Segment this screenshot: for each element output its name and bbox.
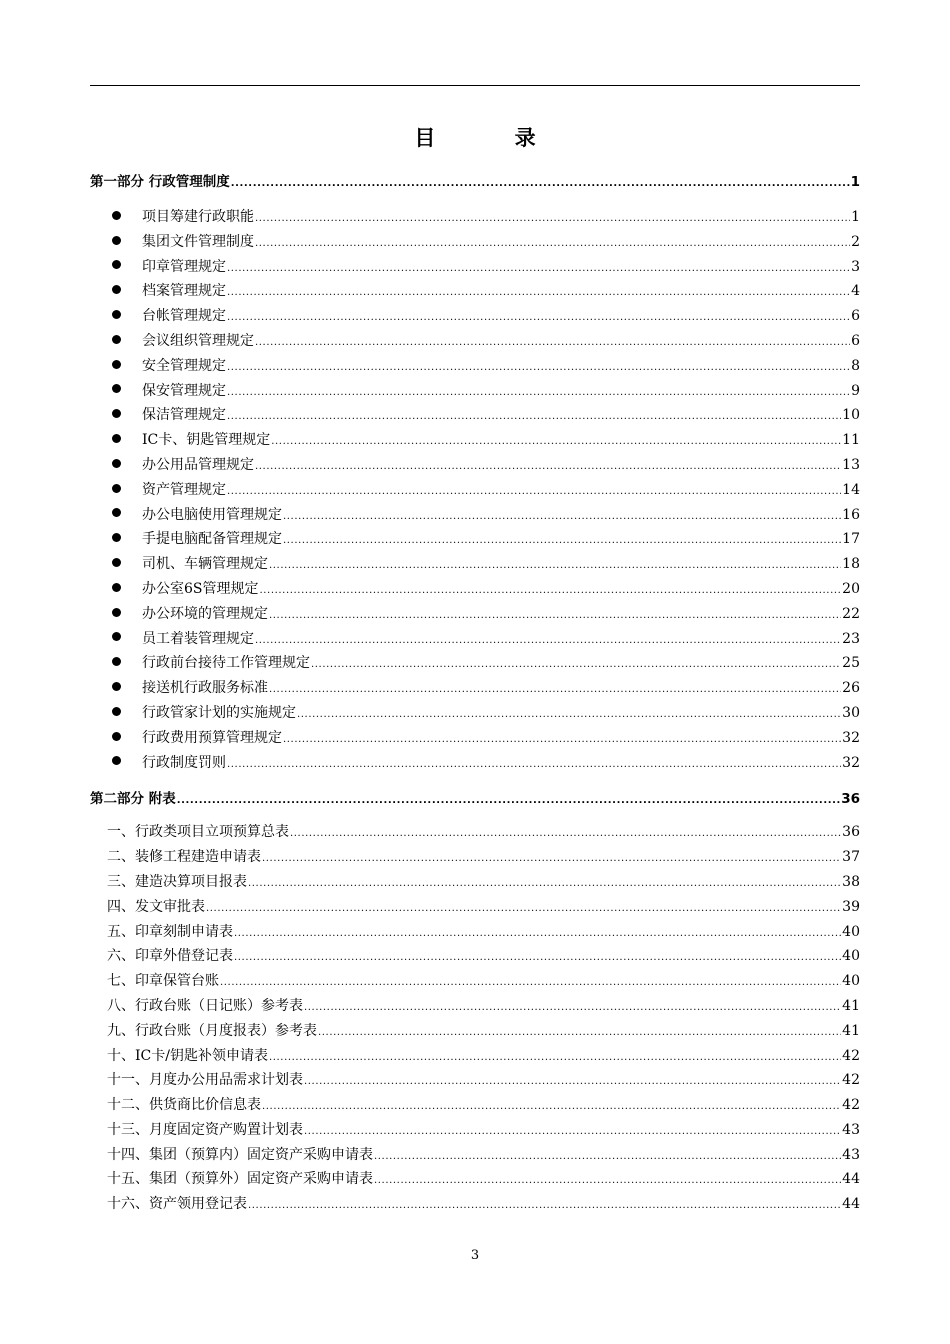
toc-entry[interactable] [90,255,860,280]
dot-leader [231,170,850,198]
toc-entry-label: IC卡、钥匙管理规定 [142,432,271,449]
dot-leader [374,1145,841,1170]
toc-page-number: 43 [842,1121,860,1138]
toc-entry[interactable] [90,920,860,945]
toc-entry[interactable] [90,1019,860,1044]
toc-entry[interactable] [90,1192,860,1217]
toc-page-number: 40 [842,923,860,940]
bullet-icon [112,285,121,294]
dot-leader [234,946,841,971]
toc-entry-label: 项目筹建行政职能 [142,209,254,225]
toc-entry[interactable] [90,503,860,528]
toc-entry-label: 台帐管理规定 [142,308,226,325]
dot-leader [255,232,850,257]
toc-page-number: 41 [842,997,860,1014]
toc-part-1[interactable] [90,168,860,196]
toc-entry-label: 印章管理规定 [142,258,226,275]
toc-page-number: 6 [851,308,860,325]
toc-entry-label: 九、行政台账（月度报表）参考表 [107,1022,317,1039]
table-of-contents [90,168,860,1217]
dot-leader [374,1169,841,1194]
dot-leader [227,753,841,778]
dot-leader [271,430,841,455]
dot-leader [255,629,841,654]
toc-entry[interactable] [90,1044,860,1069]
toc-page-number: 38 [842,873,860,890]
toc-page-number: 20 [842,580,860,597]
toc-page-number: 1 [850,174,860,190]
toc-entry[interactable] [90,1068,860,1093]
toc-entry-label: 十六、资产领用登记表 [107,1196,247,1213]
toc-part-2[interactable] [90,785,860,813]
toc-entry-label: 行政费用预算管理规定 [142,729,282,746]
dot-leader [227,480,841,505]
toc-page-number: 13 [842,456,860,473]
toc-part-label: 第二部分 附表 [90,791,176,808]
toc-entry[interactable] [90,895,860,920]
toc-page-number: 39 [842,898,860,915]
toc-entry-label: 保安管理规定 [142,382,226,399]
toc-entry[interactable] [90,527,860,552]
toc-page-number: 36 [842,824,860,841]
toc-entry[interactable] [90,1118,860,1143]
toc-page-number: 16 [842,506,860,523]
toc-page-number: 32 [842,729,860,746]
toc-page-number: 11 [842,432,860,449]
toc-entry-label: 会议组织管理规定 [142,332,254,349]
dot-leader [304,1070,841,1095]
toc-entry-label: 十、IC卡/钥匙补领申请表 [107,1047,268,1064]
page-title: 目 录 [414,126,572,150]
dot-leader [304,1120,841,1145]
toc-page-number: 17 [842,531,860,548]
toc-page-number: 40 [842,973,860,990]
toc-entry-label: 资产管理规定 [142,481,226,498]
toc-entry[interactable] [90,870,860,895]
toc-page-number: 40 [842,948,860,965]
toc-entry[interactable] [90,279,860,304]
toc-page-number: 18 [842,556,860,573]
bullet-icon [112,558,121,567]
toc-entry[interactable] [90,379,860,404]
toc-entry-label: 办公室6S管理规定 [142,580,259,597]
bullet-icon [112,384,121,393]
toc-entry[interactable] [90,627,860,652]
toc-entry[interactable] [90,845,860,870]
toc-part-label: 第一部分 行政管理制度 [90,174,230,190]
toc-entry-label: 十一、月度办公用品需求计划表 [107,1072,303,1089]
toc-page-number: 9 [851,382,860,399]
dot-leader [227,356,850,381]
dot-leader [269,1046,841,1071]
dot-leader [283,505,841,530]
dot-leader [248,1194,841,1219]
toc-page-number: 32 [842,754,860,771]
toc-entry-label: 六、印章外借登记表 [107,948,233,965]
toc-page-number: 4 [851,283,860,300]
toc-page-number: 42 [842,1047,860,1064]
dot-leader [318,1021,841,1046]
toc-entry-label: 一、行政类项目立项预算总表 [107,824,289,841]
toc-page-number: 44 [842,1171,860,1188]
toc-entry[interactable] [90,230,860,255]
bullet-icon [112,682,121,691]
toc-entry[interactable] [90,701,860,726]
dot-leader [227,257,850,282]
toc-entry-label: 办公用品管理规定 [142,456,254,473]
dot-leader [177,787,841,815]
bullet-icon [112,236,121,245]
toc-entry-label: 五、印章刻制申请表 [107,923,233,940]
toc-entry-label: 行政前台接待工作管理规定 [142,655,310,672]
bullet-icon [112,732,121,741]
toc-entry[interactable] [90,651,860,676]
dot-leader [269,678,841,703]
toc-entry-label: 三、建造决算项目报表 [107,873,247,890]
dot-leader [283,728,841,753]
toc-page-number: 36 [841,791,860,808]
toc-entry[interactable] [90,205,860,230]
toc-entry[interactable] [90,1093,860,1118]
bullet-icon [112,657,121,666]
dot-leader [248,872,841,897]
bullet-icon [112,608,121,617]
toc-entry[interactable] [90,994,860,1019]
toc-page-number: 42 [842,1097,860,1114]
toc-entry-label: 十五、集团（预算外）固定资产采购申请表 [107,1171,373,1188]
toc-entry[interactable] [90,552,860,577]
toc-page-number: 37 [842,849,860,866]
toc-page-number: 25 [842,655,860,672]
toc-page-number: 43 [842,1146,860,1163]
bullet-icon [112,707,121,716]
bullet-icon [112,310,121,319]
bullet-icon [112,508,121,517]
toc-entry-label: 司机、车辆管理规定 [142,556,268,573]
dot-leader [304,996,841,1021]
toc-entry[interactable] [90,478,860,503]
dot-leader [283,529,841,554]
toc-entry-label: 手提电脑配备管理规定 [142,531,282,548]
toc-entry-label: 四、发文审批表 [107,898,205,915]
toc-entry-label: 十二、供货商比价信息表 [107,1097,261,1114]
dot-leader [269,604,841,629]
header-rule [90,85,860,86]
toc-part-1-list [90,205,860,775]
toc-entry-label: 接送机行政服务标准 [142,680,268,697]
toc-entry[interactable] [90,820,860,845]
toc-page-number: 10 [842,407,860,424]
toc-entry-label: 办公电脑使用管理规定 [142,506,282,523]
toc-page-number: 8 [851,357,860,374]
dot-leader [227,405,841,430]
bullet-icon [112,211,121,220]
toc-entry-label: 员工着装管理规定 [142,630,254,647]
dot-leader [255,331,850,356]
dot-leader [262,1095,841,1120]
toc-entry-label: 八、行政台账（日记账）参考表 [107,997,303,1014]
toc-entry[interactable] [90,304,860,329]
dot-leader [311,653,841,678]
toc-page-number: 26 [842,680,860,697]
toc-entry[interactable] [90,944,860,969]
toc-entry[interactable] [90,453,860,478]
bullet-icon [112,632,121,641]
toc-page-number: 1 [851,209,860,225]
bullet-icon [112,360,121,369]
toc-page-number: 44 [842,1196,860,1213]
bullet-icon [112,533,121,542]
toc-entry-label: 十四、集团（预算内）固定资产采购申请表 [107,1146,373,1163]
toc-entry[interactable] [90,354,860,379]
toc-page-number: 6 [851,332,860,349]
bullet-icon [112,260,121,269]
toc-entry[interactable] [90,1143,860,1168]
toc-entry[interactable] [90,577,860,602]
toc-part-2-list [90,820,860,1217]
toc-entry-label: 保洁管理规定 [142,407,226,424]
bullet-icon [112,434,121,443]
bullet-icon [112,583,121,592]
toc-page-number: 2 [851,233,860,250]
dot-leader [255,207,850,232]
dot-leader [227,381,850,406]
toc-entry[interactable] [90,1167,860,1192]
dot-leader [227,281,850,306]
toc-entry-label: 行政制度罚则 [142,754,226,771]
toc-page-number: 23 [842,630,860,647]
toc-page-number: 3 [851,258,860,275]
toc-page-number: 41 [842,1022,860,1039]
toc-entry-label: 办公环境的管理规定 [142,605,268,622]
dot-leader [220,971,841,996]
toc-page-number: 30 [842,704,860,721]
dot-leader [206,897,841,922]
dot-leader [255,455,841,480]
dot-leader [269,554,841,579]
toc-entry-label: 安全管理规定 [142,357,226,374]
toc-entry-label: 十三、月度固定资产购置计划表 [107,1121,303,1138]
bullet-icon [112,459,121,468]
dot-leader [297,703,841,728]
toc-entry-label: 行政管家计划的实施规定 [142,704,296,721]
bullet-icon [112,409,121,418]
toc-entry[interactable] [90,751,860,776]
bullet-icon [112,484,121,493]
dot-leader [262,847,841,872]
toc-entry[interactable] [90,676,860,701]
toc-entry[interactable] [90,329,860,354]
dot-leader [290,822,841,847]
bullet-icon [112,335,121,344]
toc-entry[interactable] [90,602,860,627]
footer-page-number: 3 [470,1248,480,1263]
toc-entry[interactable] [90,969,860,994]
toc-entry-label: 七、印章保管台账 [107,973,219,990]
dot-leader [227,306,850,331]
toc-entry[interactable] [90,428,860,453]
toc-entry-label: 集团文件管理制度 [142,233,254,250]
bullet-icon [112,756,121,765]
toc-page-number: 42 [842,1072,860,1089]
toc-page-number: 22 [842,605,860,622]
toc-page-number: 14 [842,481,860,498]
toc-entry-label: 档案管理规定 [142,283,226,300]
dot-leader [260,579,842,604]
toc-entry[interactable] [90,726,860,751]
toc-entry-label: 二、装修工程建造申请表 [107,849,261,866]
toc-entry[interactable] [90,403,860,428]
dot-leader [234,922,841,947]
